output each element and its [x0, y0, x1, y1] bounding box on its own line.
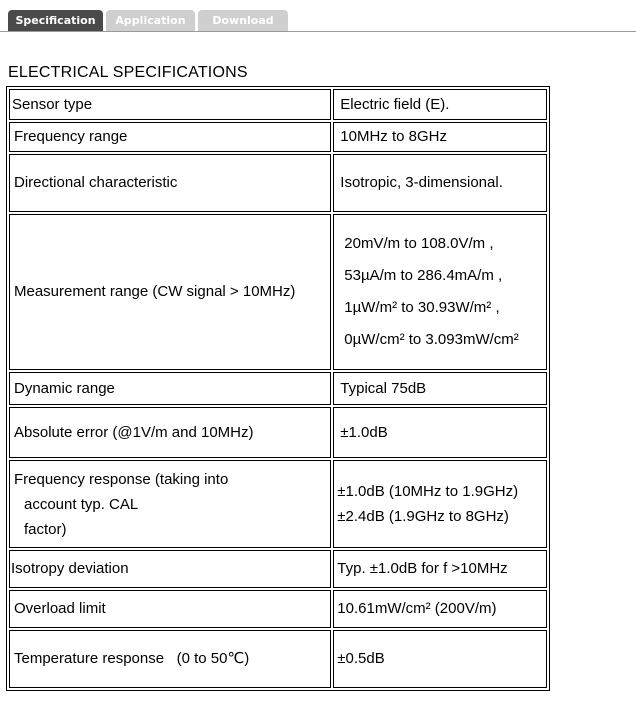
row-label — [9, 460, 331, 548]
tab-divider — [0, 31, 636, 32]
table-row — [9, 590, 547, 628]
row-label: Dynamic range — [9, 372, 331, 405]
table-row — [9, 89, 547, 120]
section-title: ELECTRICAL SPECIFICATIONS — [8, 64, 248, 81]
value-line: ±1.0dB (10MHz to 1.9GHz) — [337, 483, 519, 500]
value-line: 1µW/m² to 30.93W/m² , — [344, 299, 500, 316]
row-label: Sensor type — [9, 89, 331, 120]
row-value: Typical 75dB — [333, 372, 547, 405]
row-label: Absolute error (@1V/m and 10MHz) — [9, 407, 331, 458]
row-label: Directional characteristic — [9, 154, 331, 212]
table-row — [9, 407, 547, 458]
row-value: 10MHz to 8GHz — [333, 122, 547, 152]
tab-application[interactable]: Application — [106, 10, 195, 31]
table-row — [9, 372, 547, 405]
value-line: 53µA/m to 286.4mA/m , — [344, 267, 503, 284]
row-value: 10.61mW/cm² (200V/m) — [333, 590, 547, 628]
table-row — [9, 154, 547, 212]
row-value — [333, 460, 547, 548]
table-row — [9, 630, 547, 688]
row-label: Overload limit — [9, 590, 331, 628]
row-value — [333, 214, 547, 370]
table-row — [9, 550, 547, 588]
table-row — [9, 122, 547, 152]
tab-bar — [0, 0, 636, 33]
row-label: Frequency range — [9, 122, 331, 152]
row-label: Isotropy deviation — [9, 550, 331, 588]
label-line: factor) — [24, 520, 67, 538]
table-row — [9, 460, 547, 548]
label-line: account typ. CAL — [24, 495, 139, 513]
spec-table — [6, 86, 550, 691]
row-label: Temperature response (0 to 50℃) — [9, 630, 331, 688]
tab-download[interactable]: Download — [198, 10, 288, 31]
value-line: 20mV/m to 108.0V/m , — [344, 235, 494, 252]
table-row — [9, 214, 547, 370]
row-value: ±1.0dB — [333, 407, 547, 458]
row-value: Electric field (E). — [333, 89, 547, 120]
tab-specification[interactable]: Specification — [8, 10, 103, 31]
row-value: Typ. ±1.0dB for f >10MHz — [333, 550, 547, 588]
row-value: ±0.5dB — [333, 630, 547, 688]
row-label: Measurement range (CW signal > 10MHz) — [9, 214, 331, 370]
row-value: Isotropic, 3-dimensional. — [333, 154, 547, 212]
value-line: ±2.4dB (1.9GHz to 8GHz) — [337, 508, 509, 525]
label-line: Frequency response (taking into — [14, 470, 229, 488]
value-line: 0µW/cm² to 3.093mW/cm² — [344, 331, 519, 348]
